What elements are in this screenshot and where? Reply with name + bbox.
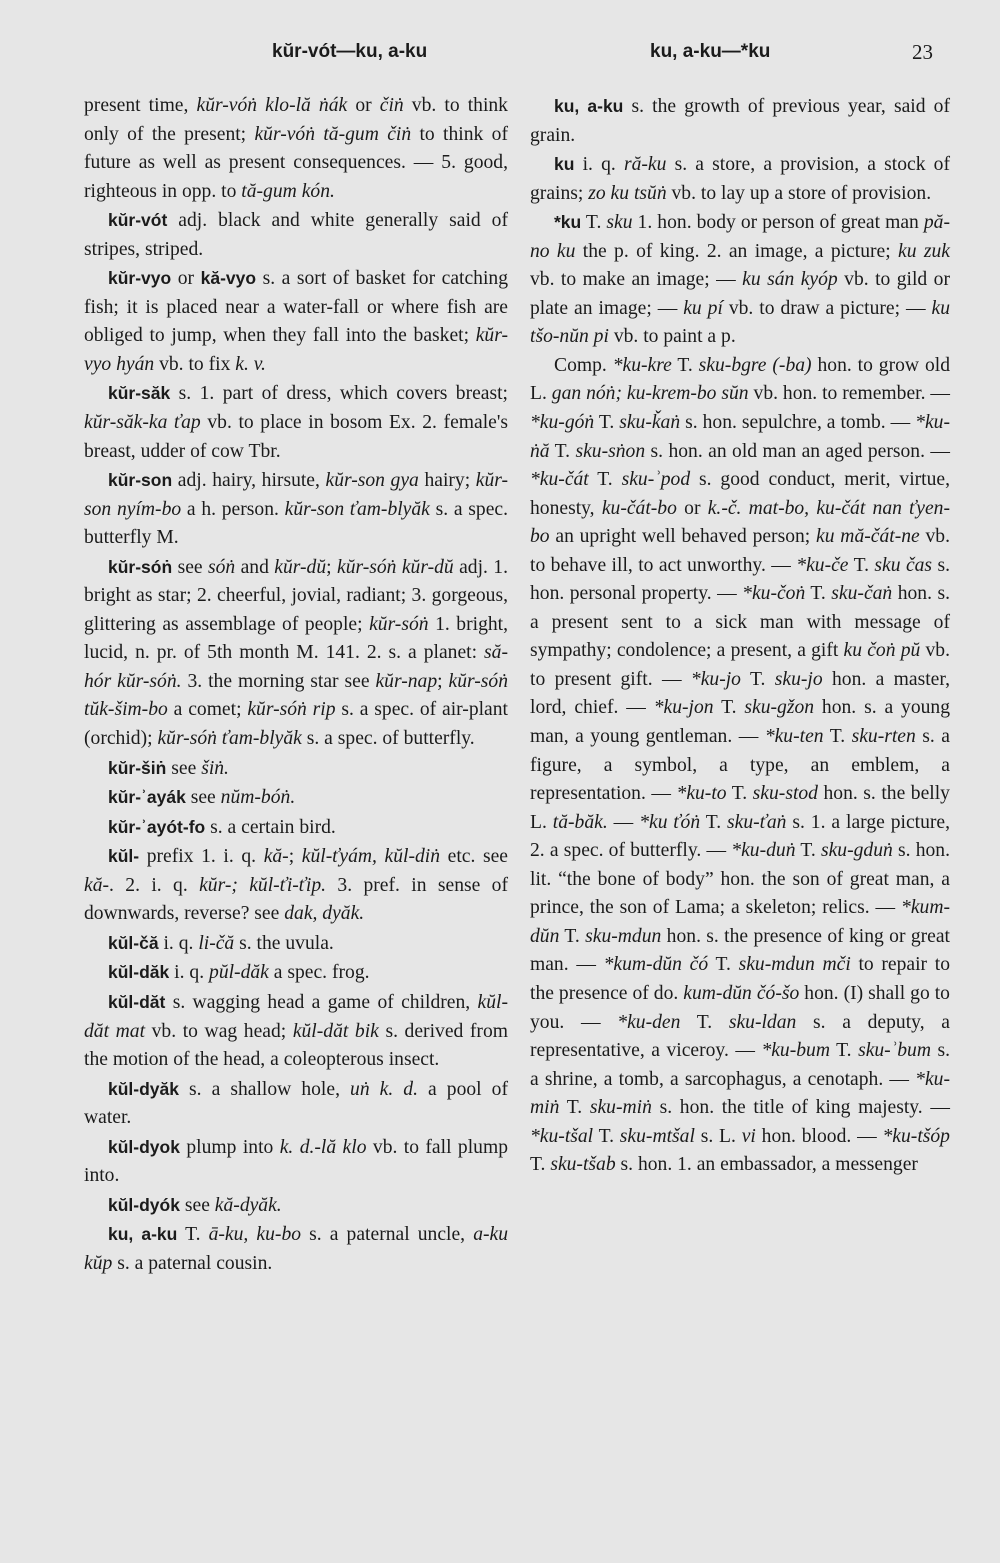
- definition-text: T.: [559, 925, 586, 947]
- example-text: ku-čát-bo: [601, 497, 677, 519]
- example-text: nŭm-bóṅ.: [220, 787, 296, 809]
- definition-text: i. q.: [158, 932, 199, 954]
- example-text: sku: [606, 212, 633, 234]
- example-text: ku sán kyóp: [742, 269, 838, 291]
- definition-text: T.: [549, 440, 576, 462]
- definition-text: s. good conduct, merit, virtue, honesty,: [530, 469, 950, 519]
- definition-text: i. q.: [169, 962, 210, 984]
- example-text: kŭl-ťyám, kŭl-diṅ: [301, 846, 441, 868]
- example-text: sku-bgre (-ba): [698, 354, 812, 376]
- headword: kŭr-šiṅ: [108, 757, 167, 778]
- definition-text: s. the uvula.: [234, 932, 334, 954]
- headword: kă-vyo: [200, 268, 257, 289]
- example-text: tă-băk.: [552, 811, 608, 833]
- definition-text: adj. black and white generally said of stripes, striped.: [84, 210, 508, 260]
- headword: kŭr-sóṅ: [108, 556, 173, 577]
- definition-text: ;: [288, 846, 302, 868]
- dictionary-entry: [84, 92, 508, 206]
- dictionary-entry: [84, 1075, 508, 1133]
- definition-text: vb. to gild or plate an image; —: [530, 269, 950, 319]
- example-text: kŭr-vóṅ tă-gum čiṅ: [254, 123, 412, 145]
- definition-text: s. wagging head a game of children,: [165, 991, 478, 1013]
- example-text: kŭr-son gya: [325, 470, 419, 492]
- definition-text: T.: [593, 1125, 620, 1147]
- example-text: tă-gum kón.: [241, 180, 335, 202]
- example-text: li-čă: [198, 932, 235, 954]
- example-text: sku-mtšal: [619, 1125, 695, 1147]
- definition-text: or: [676, 497, 708, 519]
- headword: kŭl-dyok: [108, 1136, 180, 1157]
- definition-text: . 2. i. q.: [109, 874, 200, 896]
- dictionary-entry: [84, 1133, 508, 1191]
- definition-text: a spec. frog.: [268, 962, 370, 984]
- definition-text: s. a deputy, a representative, a viceroy. —: [530, 1011, 950, 1062]
- example-text: *ku-ṅă: [530, 412, 950, 462]
- definition-text: a comet;: [167, 699, 248, 721]
- example-text: pŭl-dăk: [209, 962, 269, 984]
- dictionary-entry: [84, 379, 508, 466]
- definition-text: hon. blood. —: [755, 1125, 883, 1147]
- example-text: kŭr-son nyím-bo: [84, 470, 509, 520]
- headword: kŭr-vót: [108, 210, 168, 231]
- example-text: kă-: [84, 874, 110, 896]
- definition-text: hon. (I) shall go to you. —: [530, 982, 950, 1033]
- example-text: kă-dyăk.: [214, 1194, 282, 1216]
- headword: ku: [554, 154, 575, 175]
- example-text: sku-ʾbum: [858, 1040, 931, 1062]
- definition-text: s. a paternal uncle,: [301, 1224, 474, 1246]
- definition-text: s. a shrine, a tomb, a sarcophagus, a cenotaph. —: [530, 1040, 951, 1090]
- definition-text: vb. to paint a p.: [608, 326, 736, 348]
- definition-text: or: [171, 268, 201, 290]
- example-text: sku čas: [874, 554, 933, 576]
- example-text: *ku-tšóp: [882, 1125, 950, 1147]
- definition-text: T.: [700, 811, 728, 833]
- headword: ku, a-ku: [554, 96, 624, 116]
- headword: kŭr-săk: [108, 383, 171, 404]
- definition-text: vb. to lay up a store of provision.: [666, 182, 932, 204]
- headword: kŭl-dăk: [108, 962, 170, 983]
- definition-text: T.: [726, 783, 753, 805]
- definition-text: T.: [581, 212, 607, 234]
- example-text: *ku-den: [617, 1011, 681, 1033]
- definition-text: vb. to present gift. —: [530, 640, 950, 690]
- definition-text: 1. bright, lucid, n. pr. of 5th month M. 141. 2. s. a planet:: [84, 613, 509, 664]
- definition-text: prefix 1. i. q.: [139, 846, 264, 868]
- definition-text: a h. person.: [181, 498, 285, 520]
- dictionary-entry: [530, 352, 950, 1180]
- dictionary-entry: [84, 754, 508, 784]
- example-text: kŭr-săk-ka ťap: [84, 412, 201, 434]
- example-text: uṅ k. d.: [350, 1078, 418, 1100]
- example-text: ku mă-čát-ne: [816, 526, 920, 548]
- header-right: ku, a-ku—*ku: [650, 41, 771, 62]
- definition-text: vb. to fall plump into.: [84, 1136, 508, 1187]
- header-left: kŭr-vót—ku, a-ku: [272, 41, 428, 62]
- example-text: gan nóṅ; ku-krem-bo sŭn: [551, 383, 749, 405]
- example-text: ku tšo-nŭn pi: [530, 297, 950, 348]
- headword: kŭr-son: [108, 470, 173, 491]
- example-text: sku-jo: [774, 668, 823, 690]
- example-text: sku-stod: [752, 783, 818, 805]
- definition-text: s. a shallow hole,: [179, 1078, 351, 1100]
- example-text: kŭl-dăt mat: [84, 991, 508, 1042]
- example-text: *ku ťóṅ: [639, 811, 701, 833]
- definition-text: s. L.: [694, 1125, 742, 1147]
- example-text: *kum-dŭn: [530, 897, 950, 947]
- definition-text: T.: [671, 354, 699, 376]
- dictionary-entry: [84, 206, 508, 264]
- example-text: ku zuk: [898, 240, 950, 262]
- example-text: *ku-ten: [764, 726, 824, 748]
- example-text: čiṅ: [379, 95, 404, 116]
- definition-text: s. hon. lit. “the bone of body” hon. the son of great man, a prince, the son of Lama; a skeleton; relics. —: [530, 840, 950, 919]
- definition-text: s. derived from the motion of the head, a coleopterous insect.: [84, 1020, 508, 1071]
- example-text: *ku-to: [676, 783, 727, 805]
- example-text: *ku-duṅ: [731, 840, 796, 862]
- definition-text: and: [235, 556, 275, 578]
- example-text: dak, dyăk.: [284, 903, 365, 925]
- headword: ku, a-ku: [108, 1224, 178, 1245]
- definition-text: s. hon. the title of king majesty. —: [651, 1097, 950, 1119]
- page-number: 23: [912, 40, 933, 64]
- headword: kŭl-dăt: [108, 991, 166, 1012]
- example-text: vi: [741, 1125, 756, 1147]
- example-text: pă-no ku: [530, 212, 950, 262]
- dictionary-entry: [530, 208, 950, 352]
- definition-text: T.: [848, 554, 875, 576]
- definition-text: vb. to draw a picture; —: [722, 297, 932, 319]
- definition-text: T.: [805, 583, 832, 605]
- example-text: sku-sṅon: [575, 440, 646, 462]
- example-text: *ku-če: [796, 554, 849, 576]
- example-text: sku-čaṅ: [831, 583, 893, 605]
- example-text: kŭr-sóṅ: [369, 613, 429, 635]
- definition-text: s. 1. a large picture, 2. a spec. of butterfly. —: [530, 811, 951, 862]
- definition-text: T.: [530, 1154, 551, 1176]
- definition-text: s. a certain bird.: [205, 816, 336, 838]
- example-text: *ku-kre: [612, 354, 672, 376]
- definition-text: s. a store, a provision, a stock of grains;: [530, 154, 950, 204]
- example-text: *kum-dŭn čó: [603, 954, 709, 976]
- definition-text: s. a figure, a symbol, a type, an emblem, a representation. —: [530, 726, 950, 805]
- definition-text: 1. hon. body or person of great man: [632, 212, 924, 234]
- definition-text: s. a sort of basket for catching fish; it is placed near a water-fall or where fish are obliged to jump, when they fall into the basket;: [84, 268, 508, 347]
- example-text: k. d.-lă klo: [279, 1136, 367, 1158]
- example-text: *ku-bum: [761, 1040, 830, 1062]
- dictionary-entry: [84, 783, 508, 813]
- example-text: sku-ldan: [728, 1011, 797, 1033]
- example-text: kŭl-dăt bik: [292, 1020, 379, 1042]
- definition-text: s. a spec. of butterfly.: [301, 728, 475, 750]
- headword: kŭl-dyók: [108, 1194, 180, 1215]
- dictionary-entry: [84, 958, 508, 988]
- headword: *ku: [554, 212, 582, 233]
- dictionary-entry: [84, 553, 508, 754]
- definition-text: vb. hon. to remember. —: [748, 383, 950, 405]
- definition-text: T.: [559, 1097, 590, 1119]
- example-text: sku-ťaṅ: [727, 811, 787, 833]
- example-text: kŭr-nap: [375, 670, 438, 692]
- dictionary-entry: [84, 929, 508, 959]
- example-text: sku-rten: [851, 726, 916, 748]
- example-text: ku čoṅ pŭ: [843, 640, 921, 662]
- example-text: kŭr-; kŭl-ťi-ťip.: [199, 874, 327, 896]
- definition-text: vb. to fix: [154, 353, 236, 375]
- definition-text: ;: [326, 556, 337, 578]
- definition-text: Comp.: [554, 354, 613, 376]
- definition-text: T.: [740, 668, 775, 690]
- definition-text: s. 1. part of dress, which covers breast;: [170, 383, 508, 405]
- example-text: k. v.: [235, 353, 266, 375]
- example-text: sku-ʾpod: [621, 469, 691, 491]
- example-text: sku-tšab: [550, 1154, 616, 1176]
- example-text: ā-ku, ku-bo: [208, 1224, 302, 1246]
- definition-text: T.: [830, 1040, 859, 1062]
- example-text: k.-č. mat-bo, ku-čát nan ťyen-bo: [530, 497, 950, 548]
- example-text: kŭr-sóṅ ťam-blyăk: [157, 728, 302, 750]
- definition-text: s. a spec. of air-plant (orchid);: [84, 699, 508, 750]
- definition-text: see: [179, 1194, 215, 1216]
- example-text: kŭr-son ťam-blyăk: [284, 498, 430, 520]
- definition-text: s. hon. personal property. —: [530, 554, 951, 605]
- example-text: sku-mdun mči: [738, 954, 851, 976]
- dictionary-entry: [530, 150, 950, 208]
- headword: kŭl-: [108, 846, 140, 867]
- example-text: sku-ǩaṅ: [619, 412, 681, 434]
- definition-text: T.: [795, 840, 821, 862]
- definition-text: T.: [594, 412, 620, 434]
- example-text: sku-gduṅ: [820, 840, 893, 862]
- definition-text: 3. pref. in sense of downwards, reverse? see: [84, 874, 508, 925]
- example-text: kŭr-vóṅ klo-lă ṅák: [196, 95, 348, 116]
- definition-text: or: [347, 95, 380, 116]
- definition-text: hon. to grow old L.: [530, 354, 950, 405]
- example-text: *ku-čoṅ: [742, 583, 806, 605]
- headword: kŭl-čă: [108, 932, 159, 953]
- definition-text: adj. 1. bright as star; 2. cheerful, jovial, radiant; 3. gorgeous, glittering as assemblage of people;: [84, 556, 509, 635]
- definition-text: ;: [437, 670, 449, 692]
- definition-text: hairy;: [418, 470, 476, 492]
- definition-text: see: [185, 787, 221, 809]
- dictionary-entry: [84, 264, 508, 379]
- definition-text: T.: [713, 697, 745, 719]
- definition-text: see: [172, 556, 208, 578]
- definition-text: the p. of king. 2. an image, a picture;: [575, 240, 899, 262]
- example-text: sku-miṅ: [589, 1097, 652, 1119]
- definition-text: present time,: [84, 95, 197, 116]
- definition-text: s. hon. sepulchre, a tomb. —: [680, 412, 916, 434]
- definition-text: hon. s. a present sent to a sick man with message of sympathy; condolence; a present, a gift: [530, 583, 950, 662]
- definition-text: T.: [708, 954, 739, 976]
- running-header: [0, 38, 1000, 68]
- example-text: *ku-jon: [653, 697, 714, 719]
- definition-text: 3. the morning star see: [181, 670, 376, 692]
- headword: kŭr-ʾayák: [108, 787, 186, 808]
- definition-text: see: [166, 757, 202, 779]
- definition-text: vb. to place in bosom Ex. 2. female's breast, udder of cow Tbr.: [84, 412, 509, 462]
- headword: kŭr-vyo: [108, 268, 172, 289]
- definition-text: adj. hairy, hirsute,: [172, 470, 326, 492]
- definition-text: to think of future as well as present consequences. — 5. good, righteous in opp. to: [84, 123, 508, 202]
- definition-text: i. q.: [574, 154, 624, 176]
- definition-text: s. a paternal cousin.: [112, 1252, 273, 1274]
- example-text: kŭr-sóṅ rip: [247, 699, 336, 721]
- example-text: kă-: [263, 846, 289, 868]
- definition-text: s. a spec. butterfly M.: [84, 498, 509, 549]
- example-text: kum-dŭn čó-šo: [683, 982, 800, 1004]
- definition-text: an upright well behaved person;: [549, 526, 817, 548]
- definition-text: vb. to think only of the present;: [84, 95, 508, 145]
- example-text: sku-mdun: [585, 925, 662, 947]
- definition-text: vb. to make an image; —: [530, 269, 743, 291]
- example-text: să-hór kŭr-sóṅ.: [84, 642, 508, 692]
- example-text: kŭr-vyo hyán: [84, 325, 508, 375]
- headword: kŭl-dyăk: [108, 1078, 179, 1099]
- definition-text: T.: [680, 1011, 729, 1033]
- example-text: zo ku tsŭṅ: [588, 182, 667, 204]
- definition-text: to repair to the presence of do.: [530, 954, 950, 1004]
- dictionary-entry: [84, 1191, 508, 1221]
- definition-text: hon. a master, lord, chief. —: [530, 668, 951, 719]
- definition-text: a pool of water.: [84, 1078, 508, 1129]
- example-text: kŭr-sóṅ kŭr-dŭ: [337, 556, 454, 578]
- example-text: *ku-jo: [690, 668, 741, 690]
- example-text: *ku-tšal: [530, 1125, 594, 1147]
- headword: kŭr-ʾayót-fo: [108, 816, 206, 837]
- definition-text: hon. s. a young man, a young gentleman. —: [530, 697, 951, 748]
- left-column: [84, 92, 508, 1278]
- dictionary-entry: [84, 813, 508, 843]
- definition-text: s. the growth of previous year, said of grain.: [530, 96, 950, 146]
- example-text: sku-gžon: [744, 697, 815, 719]
- dictionary-entry: [530, 92, 950, 150]
- definition-text: s. hon. 1. an embassador, a messenger: [615, 1154, 918, 1176]
- example-text: *ku-miṅ: [530, 1068, 950, 1119]
- definition-text: T.: [823, 726, 852, 748]
- example-text: a-ku kŭp: [84, 1224, 509, 1274]
- example-text: kŭr-dŭ: [274, 556, 327, 578]
- definition-text: T.: [177, 1224, 209, 1246]
- definition-text: vb. to behave ill, to act unworthy. —: [530, 526, 950, 576]
- dictionary-entry: [84, 842, 508, 929]
- definition-text: plump into: [179, 1136, 280, 1158]
- example-text: sóṅ: [207, 556, 236, 578]
- definition-text: etc. see: [440, 846, 509, 868]
- definition-text: hon. s. the presence of king or great man. —: [530, 925, 950, 976]
- example-text: šiṅ.: [201, 757, 229, 779]
- definition-text: hon. s. the belly L.: [530, 783, 950, 833]
- definition-text: —: [607, 811, 640, 833]
- dictionary-entry: [84, 1220, 508, 1278]
- example-text: *ku-góṅ: [530, 412, 595, 434]
- dictionary-entry: [84, 466, 508, 553]
- definition-text: T.: [588, 469, 622, 491]
- example-text: kŭr-sóṅ tŭk-šim-bo: [84, 670, 509, 721]
- example-text: ku pí: [683, 297, 723, 319]
- definition-text: vb. to wag head;: [145, 1020, 293, 1042]
- example-text: ră-ku: [623, 154, 667, 176]
- example-text: *ku-čát: [530, 469, 589, 491]
- right-column: [530, 92, 950, 1180]
- dictionary-entry: [84, 988, 508, 1075]
- definition-text: s. hon. an old man an aged person. —: [645, 440, 950, 462]
